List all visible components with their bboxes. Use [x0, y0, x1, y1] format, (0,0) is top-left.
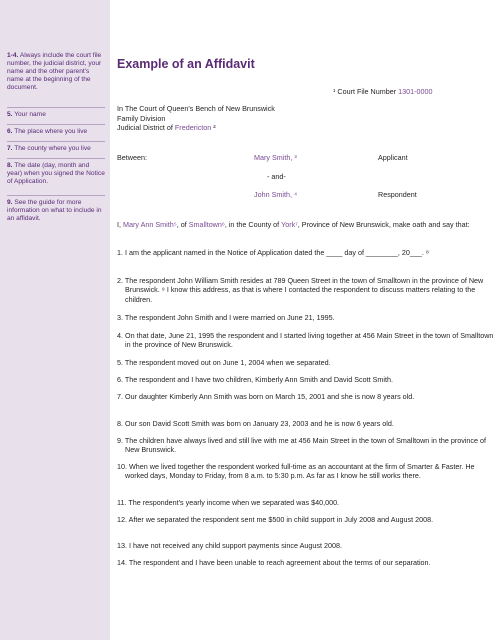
applicant-name: Mary Smith, ³: [254, 153, 297, 162]
affidavit-paragraph: 1. I am the applicant named in the Notice of Application dated the ____ day of ________, 20___. ⁸: [117, 248, 429, 257]
affidavit-paragraph: 14. The respondent and I have been unable to reach agreement about the terms of our separation.: [117, 558, 431, 567]
sidebar-note: 6. The place where you live: [7, 128, 88, 135]
affidavit-paragraph: 8. Our son David Scott Smith was born on January 23, 2003 and he is now 6 years old.: [117, 419, 394, 428]
sidebar-divider: [7, 124, 105, 125]
sidebar-divider: [7, 107, 105, 108]
sidebar-note: 1-4. Always include the court file number, the judicial district, your name and the other parent's name at the beginning of the document.: [7, 52, 102, 91]
affidavit-paragraph: 2. The respondent John William Smith resides at 789 Queen Street in the town of Smalltown in the province of New Brunswick. ⁹ I know this address, as that is where I contacted the respondent to discuss matters relating to the children.: [117, 276, 484, 304]
sidebar-note: 8. The date (day, month and year) when you signed the Notice of Application.: [7, 162, 105, 185]
sidebar-divider: [7, 141, 105, 142]
between-label: Between:: [117, 153, 147, 162]
affidavit-paragraph: 13. I have not received any child support payments since August 2008.: [117, 541, 342, 550]
affidavit-paragraph: 10. When we lived together the respondent worked full-time as an accountant at the firm of Smarter & Faster. He worked days, Monday to Friday, from 8 a.m. to 5:30 p.m. As far as I know he still works there.: [117, 462, 475, 481]
instructions-sidebar: [0, 0, 110, 640]
and-separator: - and-: [267, 172, 286, 181]
oath-intro: I, Mary Ann Smith⁵, of Smalltown⁶, in the County of York⁷, Province of New Brunswick, make oath and say that:: [117, 220, 470, 229]
sidebar-note: 7. The county where you live: [7, 145, 91, 152]
sidebar-note: 5. Your name: [7, 111, 46, 118]
affidavit-paragraph: 7. Our daughter Kimberly Ann Smith was born on March 15, 2001 and she is now 8 years old.: [117, 392, 415, 401]
affidavit-paragraph: 4. On that date, June 21, 1995 the respondent and I started living together at 456 Main Street in the town of Smalltown in the province of New Brunswick.: [117, 331, 494, 350]
sidebar-divider: [7, 158, 105, 159]
affidavit-paragraph: 3. The respondent John Smith and I were married on June 21, 1995.: [117, 313, 335, 322]
sidebar-note: 9. See the guide for more information on what to include in an affidavit.: [7, 199, 102, 222]
affidavit-paragraph: 12. After we separated the respondent sent me $500 in child support in July 2008 and August 2008.: [117, 515, 434, 524]
respondent-role: Respondent: [378, 190, 417, 199]
court-heading: In The Court of Queen's Bench of New Brunswick Family Division Judicial District of Fredericton ²: [117, 104, 275, 132]
applicant-role: Applicant: [378, 153, 408, 162]
respondent-name: John Smith, ⁴: [254, 190, 298, 199]
affidavit-paragraph: 11. The respondent's yearly income when we separated was $40,000.: [117, 498, 340, 507]
document-title: Example of an Affidavit: [117, 57, 255, 71]
affidavit-paragraph: 6. The respondent and I have two children, Kimberly Ann Smith and David Scott Smith.: [117, 375, 393, 384]
court-file-number: ¹ Court File Number 1301-0000: [333, 87, 433, 96]
affidavit-paragraph: 5. The respondent moved out on June 1, 2004 when we separated.: [117, 358, 331, 367]
sidebar-divider: [7, 195, 105, 196]
affidavit-paragraph: 9. The children have always lived and still live with me at 456 Main Street in the town of Smalltown in the province of New Brunswick.: [117, 436, 487, 455]
